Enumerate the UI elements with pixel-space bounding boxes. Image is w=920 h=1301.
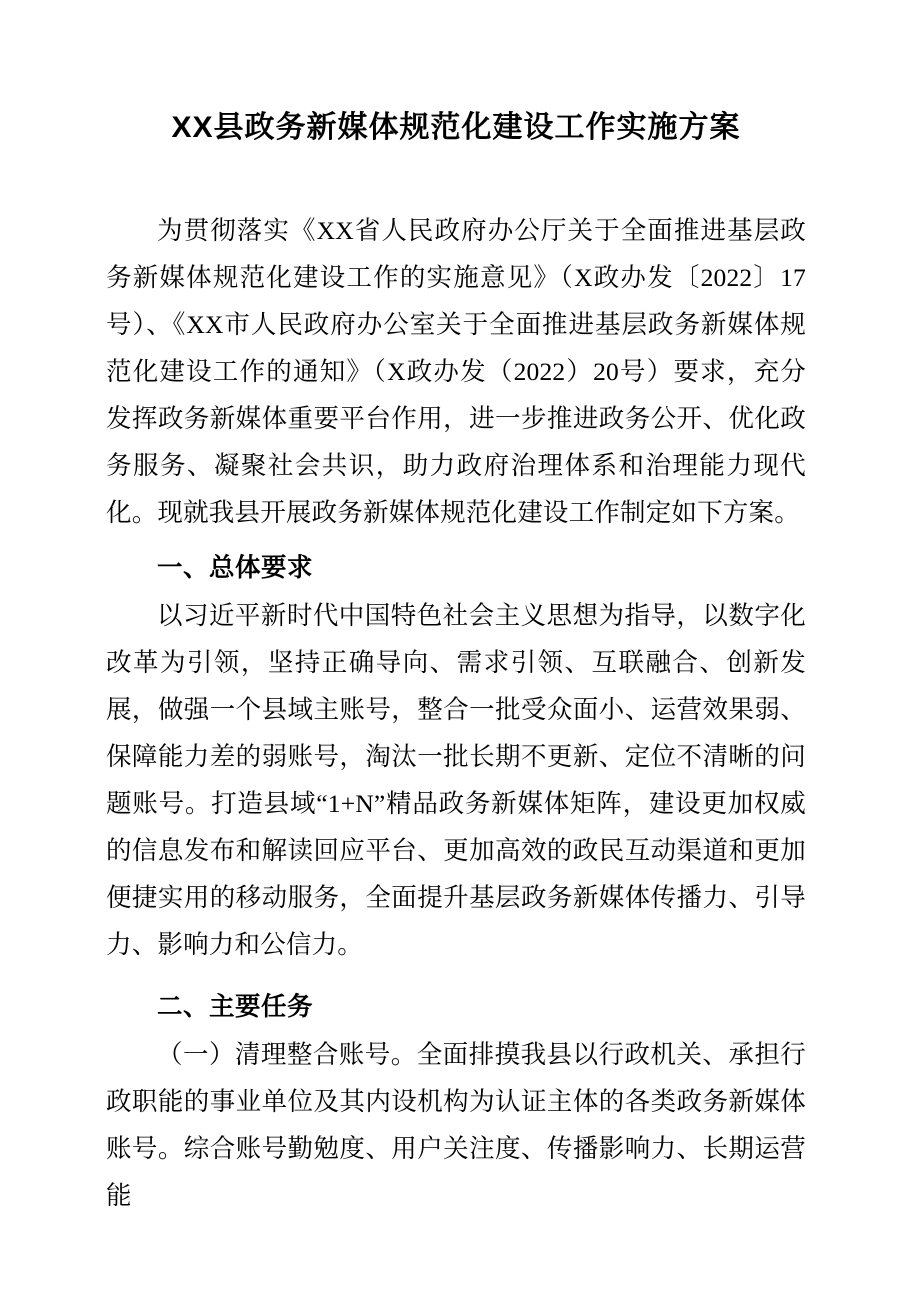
paragraph-intro: 为贯彻落实《XX省人民政府办公厅关于全面推进基层政务新媒体规范化建设工作的实施意见》（X政办发〔2022〕17号）、《XX市人民政府办公室关于全面推进基层政务新媒体规范化建设工作的通知》（X政办发（2022）20号）要求，充分发挥政务新媒体重要平台作用，进一步推进政务公开、优化政务服务、凝聚社会共识，助力政府治理体系和治理能力现代化。现就我县开展政务新媒体规范化建设工作制定如下方案。 [106,216,806,527]
spacer [106,536,806,545]
document-body [106,0,806,1219]
paragraph-main-tasks-1: （一）清理整合账号。全面排摸我县以行政机关、承担行政职能的事业单位及其内设机构为认证主体的各类政务新媒体账号。综合账号勤勉度、用户关注度、传播影响力、长期运营能 [106,1040,806,1210]
section-heading-1: 一、总体要求 [157,554,314,582]
section-heading-2: 二、主要任务 [157,993,314,1021]
spacer [106,968,806,984]
paragraph-overall-requirements: 以习近平新时代中国特色社会主义思想为指导，以数字化改革为引领，坚持正确导向、需求引领、互联融合、创新发展，做强一个县域主账号，整合一批受众面小、运营效果弱、保障能力差的弱账号，淘汰一批长期不更新、定位不清晰的问题账号。打造县域“1+N”精品政务新媒体矩阵，建设更加权威的信息发布和解读回应平台、更加高效的政民互动渠道和更加便捷实用的移动服务，全面提升基层政务新媒体传播力、引导力、影响力和公信力。 [106,601,806,959]
page-title: XX县政务新媒体规范化建设工作实施方案 [171,111,741,144]
